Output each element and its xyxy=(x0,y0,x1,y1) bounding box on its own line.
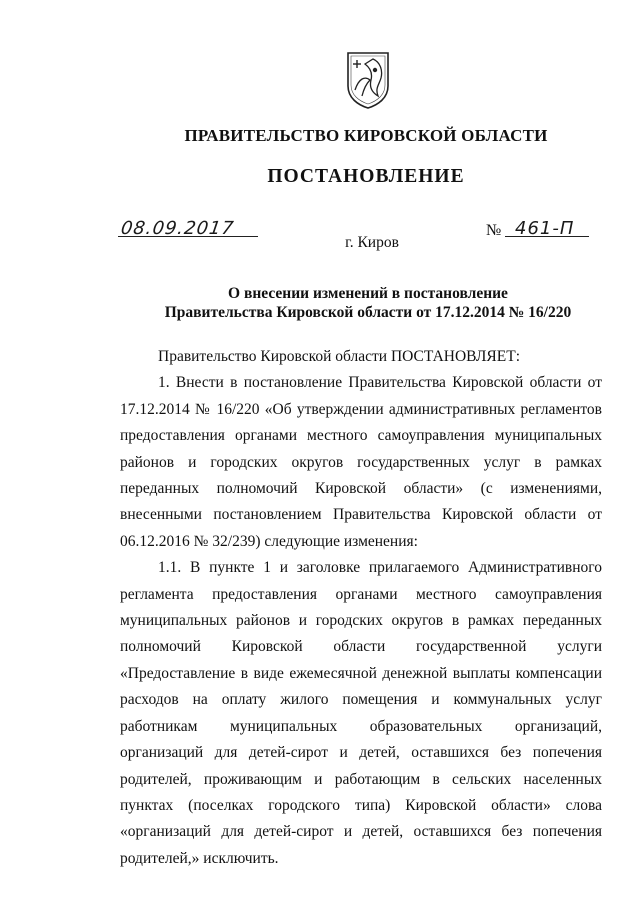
subject-line-1: О внесении изменений в постановление xyxy=(228,285,508,302)
paragraph-1-1: 1.1. В пункте 1 и заголовке прилагаемого Административного регламента предоставления органами местного самоуправления муниципальных районов и городских округов в рамках переданных полномочий Кировской области государственной услуги «Предоставление в виде ежемесячной денежной выплаты компенсации расходов на оплату жилого помещения и коммунальных услуг работникам муниципальных образовательных организаций, организаций для детей-сирот и детей, оставшихся без попечения родителей, проживающим и работающим в сельских населенных пунктах (поселках городского типа) Кировской области» слова «организаций для детей-сирот и детей, оставшихся без попечения родителей,» исключить. xyxy=(120,559,602,867)
handwritten-date: 08.09.2017 xyxy=(119,218,236,239)
coat-of-arms-icon xyxy=(345,50,391,110)
number-sign: № xyxy=(486,222,502,239)
paragraph-resolves: Правительство Кировской области ПОСТАНОВЛЯЕТ: xyxy=(158,348,521,365)
handwritten-number: 461-П xyxy=(515,218,575,239)
subject-heading xyxy=(0,284,640,322)
city-label: г. Киров xyxy=(345,234,399,251)
government-title: ПРАВИТЕЛЬСТВО КИРОВСКОЙ ОБЛАСТИ xyxy=(184,126,548,145)
document-kind-title: ПОСТАНОВЛЕНИЕ xyxy=(267,166,465,187)
paragraph-1: 1. Внести в постановление Правительства Кировской области от 17.12.2014 № 16/220 «Об утверждении административных регламентов предоставления органами местного самоуправления муниципальных районов и городских округов государственных услуг в рамках переданных полномочий Кировской области» (с изменениями, внесенными постановлением Правительства Кировской области от 06.12.2016 № 32/239) следующие изменения: xyxy=(120,374,602,550)
subject-line-2: Правительства Кировской области от 17.12.2014 № 16/220 xyxy=(164,304,572,321)
document-body xyxy=(120,344,602,872)
